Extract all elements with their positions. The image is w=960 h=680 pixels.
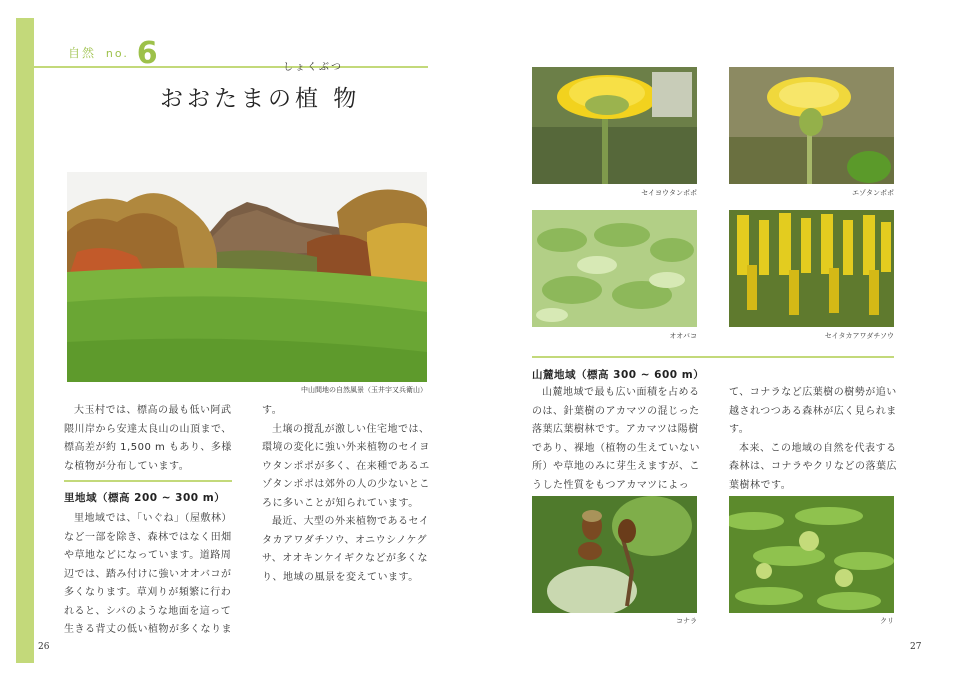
text-line: 辺では、踏み付けに強いオオバコが bbox=[64, 568, 232, 580]
sanroku-rule bbox=[532, 356, 894, 358]
text-line: や草地などになっています。道路周 bbox=[64, 550, 232, 561]
section-label-text: 自然 bbox=[68, 46, 97, 60]
page-title: おおたまの植 物 bbox=[160, 86, 361, 112]
text-line: ろに多いことが知られています。 bbox=[262, 497, 419, 509]
header-rule bbox=[34, 66, 428, 68]
text-line: 環境の変化に強い外来植物のセイヨ bbox=[262, 442, 430, 453]
text-line: 最近、大型の外来植物であるセイ bbox=[272, 516, 430, 527]
sanroku-text-col1 bbox=[532, 384, 707, 495]
caption-seiyou-tanpopo: セイヨウタンポポ bbox=[641, 189, 697, 197]
sanroku-heading: 山麓地域（標高 300 ~ 600 m） bbox=[532, 369, 705, 381]
text-line: な植物が分布しています。 bbox=[64, 460, 190, 472]
caption-ezo-tanpopo: エゾタンポポ bbox=[852, 189, 894, 197]
text-line: 隈川岸から安達太良山の山頂まで、 bbox=[64, 423, 232, 435]
text-line: て、コナラなど広葉樹の樹勢が追い bbox=[729, 387, 897, 398]
landscape-photo bbox=[67, 172, 427, 382]
photo-seiyou-tanpopo bbox=[532, 67, 697, 184]
text-line: 里地域では、「いぐね」（屋敷林） bbox=[74, 513, 232, 524]
intro-text bbox=[64, 402, 244, 476]
photo-oobako bbox=[532, 210, 697, 327]
subsection-rule bbox=[64, 480, 232, 482]
text-line: 多くなります。草刈りが頻繁に行わ bbox=[64, 587, 232, 598]
text-line: ウタンポポが多く、在来種であるエ bbox=[262, 460, 430, 472]
text-line: 生きる背丈の低い植物が多くなりま bbox=[64, 624, 232, 635]
photo-kuri bbox=[729, 496, 894, 613]
section-no-label: no. bbox=[105, 47, 129, 60]
text-line: 土壌の撹乱が激しい住宅地では、 bbox=[272, 423, 430, 435]
urban-text bbox=[262, 402, 442, 587]
text-line: 葉樹林です。 bbox=[729, 479, 792, 491]
text-line: など一部を除き、森林ではなく田畑 bbox=[64, 531, 232, 543]
title-ruby: しょくぶつ bbox=[283, 62, 343, 73]
text-line: サ、オオキンケイギクなどが多くな bbox=[262, 553, 428, 564]
section-label bbox=[68, 30, 160, 71]
satochi-text bbox=[64, 510, 244, 640]
text-line: 大玉村では、標高の最も低い阿武 bbox=[74, 405, 232, 416]
text-line: す。 bbox=[262, 405, 283, 416]
page-number-left: 26 bbox=[38, 642, 50, 652]
photo-konara bbox=[532, 496, 697, 613]
text-line: り、地域の風景を変えています。 bbox=[262, 571, 419, 583]
text-line: 本来、この地域の自然を代表する bbox=[739, 442, 897, 454]
left-margin-green-bar bbox=[16, 18, 34, 663]
text-line: ゾタンポポは郊外の人の少ないとこ bbox=[262, 479, 430, 490]
text-line: 所）や草地のみに芽生えますが、こ bbox=[532, 461, 700, 472]
text-line: のは、針葉樹のアカマツの混じった bbox=[532, 405, 700, 417]
caption-kuri: クリ bbox=[880, 617, 894, 625]
page-number-right: 27 bbox=[910, 642, 922, 652]
text-line: す。 bbox=[729, 424, 750, 435]
text-line: タカアワダチソウ、オニウシノケグ bbox=[262, 534, 427, 546]
text-line: 越されつつある森林が広く見られま bbox=[729, 405, 897, 417]
caption-seitaka-awadachisou: セイタカアワダチソウ bbox=[824, 332, 894, 340]
text-line: であり、裸地（植物の生えていない bbox=[532, 442, 700, 454]
satochi-heading: 里地域（標高 200 ~ 300 m） bbox=[64, 492, 226, 504]
text-line: 森林は、コナラやクリなどの落葉広 bbox=[729, 461, 897, 472]
text-line: うした性質をもつアカマツによっ bbox=[532, 479, 690, 491]
caption-oobako: オオバコ bbox=[669, 332, 697, 340]
text-line: 山麓地域で最も広い面積を占める bbox=[542, 387, 700, 398]
caption-konara: コナラ bbox=[676, 617, 697, 625]
photo-seitaka-awadachisou bbox=[729, 210, 894, 327]
landscape-photo-caption: 中山間地の自然風景（玉井宇又兵衛山） bbox=[301, 386, 427, 394]
photo-ezo-tanpopo bbox=[729, 67, 894, 184]
sanroku-text-col2 bbox=[729, 384, 904, 495]
section-number: 6 bbox=[136, 36, 160, 71]
text-line: 落葉広葉樹林です。アカマツは陽樹 bbox=[532, 424, 699, 435]
text-line: れると、シバのような地面を這って bbox=[64, 605, 232, 617]
text-line: 標高差が約 1,500 m もあり、多様 bbox=[64, 442, 232, 453]
